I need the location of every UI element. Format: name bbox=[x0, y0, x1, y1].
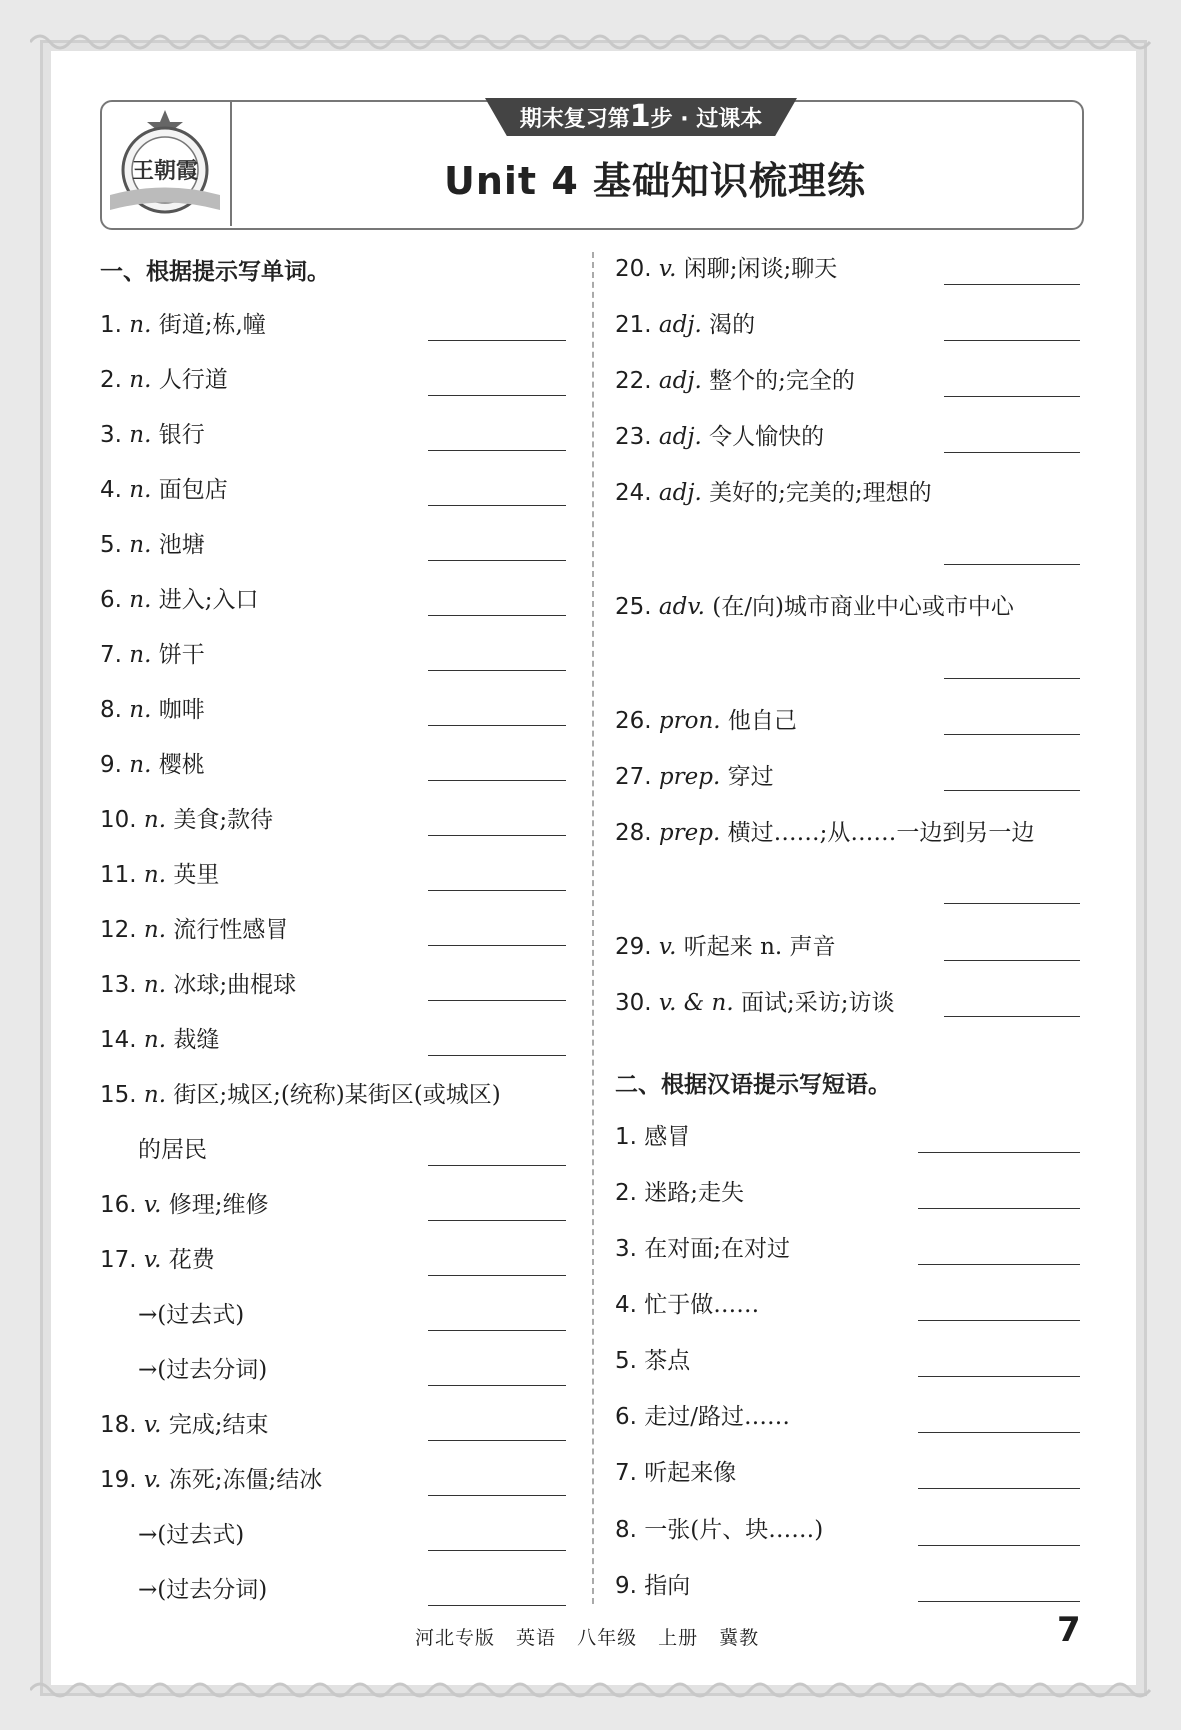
item-hint: 在对面;在对过 bbox=[644, 1236, 791, 1262]
item-number: 1. bbox=[100, 312, 122, 338]
item-number: 5. bbox=[615, 1348, 637, 1374]
answer-blank[interactable] bbox=[428, 1550, 566, 1551]
phrase-item bbox=[615, 1122, 690, 1152]
part-of-speech: v. bbox=[143, 1247, 162, 1273]
word-item bbox=[100, 750, 205, 780]
word-item bbox=[100, 365, 228, 395]
answer-blank[interactable] bbox=[918, 1545, 1080, 1546]
part-of-speech: n. bbox=[143, 807, 167, 833]
item-hint: 修理;维修 bbox=[168, 1192, 269, 1218]
part-of-speech: n. bbox=[129, 477, 152, 503]
item-hint: (在/向)城市商业中心或市中心 bbox=[712, 594, 1014, 620]
item-number: 13. bbox=[100, 972, 137, 998]
answer-blank[interactable] bbox=[944, 903, 1080, 904]
answer-blank[interactable] bbox=[428, 670, 566, 671]
item-hint: →(过去式) bbox=[138, 1522, 245, 1548]
answer-blank[interactable] bbox=[428, 340, 566, 341]
part-of-speech: pron. bbox=[658, 708, 721, 734]
item-number: 23. bbox=[615, 424, 652, 450]
answer-blank[interactable] bbox=[428, 1000, 566, 1001]
item-hint: 听起来 n. 声音 bbox=[683, 934, 836, 960]
answer-blank[interactable] bbox=[944, 284, 1080, 285]
item-number: 11. bbox=[100, 862, 137, 888]
item-number: 12. bbox=[100, 917, 137, 943]
word-item bbox=[100, 805, 273, 835]
part-of-speech: adj. bbox=[658, 312, 702, 338]
item-number: 7. bbox=[100, 642, 122, 668]
item-hint: 进入;入口 bbox=[158, 587, 259, 613]
word-item bbox=[100, 1245, 215, 1275]
item-number: 19. bbox=[100, 1467, 137, 1493]
header-tab-label bbox=[485, 100, 797, 134]
item-hint: →(过去分词) bbox=[138, 1357, 268, 1383]
item-number: 3. bbox=[100, 422, 122, 448]
answer-blank[interactable] bbox=[428, 1385, 566, 1386]
word-item bbox=[138, 1300, 244, 1330]
answer-blank[interactable] bbox=[428, 1605, 566, 1606]
item-number: 3. bbox=[615, 1236, 637, 1262]
part-of-speech: prep. bbox=[658, 764, 721, 790]
item-hint: 樱桃 bbox=[158, 752, 205, 778]
answer-blank[interactable] bbox=[944, 396, 1080, 397]
item-hint: 英里 bbox=[173, 862, 220, 888]
part-of-speech: n. bbox=[143, 862, 167, 888]
part-of-speech: n. bbox=[143, 1027, 167, 1053]
item-number: 16. bbox=[100, 1192, 137, 1218]
word-item bbox=[100, 530, 205, 560]
item-number: 21. bbox=[615, 312, 652, 338]
answer-blank[interactable] bbox=[428, 1495, 566, 1496]
word-item bbox=[615, 706, 797, 736]
item-number: 2. bbox=[100, 367, 122, 393]
part-of-speech: n. bbox=[129, 697, 152, 723]
item-hint: 咖啡 bbox=[158, 697, 205, 723]
word-item bbox=[100, 695, 205, 725]
item-hint: 饼干 bbox=[158, 642, 205, 668]
word-item bbox=[138, 1520, 244, 1550]
item-number: 30. bbox=[615, 990, 652, 1016]
answer-blank[interactable] bbox=[918, 1432, 1080, 1433]
word-item bbox=[100, 1080, 501, 1110]
answer-blank[interactable] bbox=[428, 560, 566, 561]
item-hint: 渴的 bbox=[709, 312, 756, 338]
wavy-border-top bbox=[30, 30, 1151, 54]
answer-blank[interactable] bbox=[428, 505, 566, 506]
item-hint: →(过去分词) bbox=[138, 1577, 268, 1603]
item-hint: 面包店 bbox=[158, 477, 228, 503]
item-hint: 一张(片、块……) bbox=[644, 1517, 824, 1543]
part-of-speech: n. bbox=[129, 422, 152, 448]
part-of-speech: n. bbox=[129, 642, 152, 668]
phrase-item bbox=[615, 1571, 690, 1601]
word-item bbox=[615, 366, 855, 396]
word-item bbox=[615, 988, 895, 1018]
item-hint: 他自己 bbox=[727, 708, 797, 734]
tab-suffix: 步 · 过课本 bbox=[650, 107, 763, 132]
item-hint: 忙于做…… bbox=[644, 1292, 760, 1318]
item-number: 18. bbox=[100, 1412, 137, 1438]
part-of-speech: adj. bbox=[658, 424, 702, 450]
word-item bbox=[615, 478, 932, 508]
phrase-item bbox=[615, 1458, 736, 1488]
part-of-speech: v. bbox=[143, 1412, 162, 1438]
word-item bbox=[100, 1190, 269, 1220]
word-item bbox=[615, 932, 836, 962]
logo-text: 王朝霞 bbox=[131, 158, 199, 184]
word-item bbox=[138, 1355, 267, 1385]
word-item bbox=[138, 1135, 207, 1165]
answer-blank[interactable] bbox=[428, 1330, 566, 1331]
answer-blank[interactable] bbox=[918, 1320, 1080, 1321]
item-number: 1. bbox=[615, 1124, 637, 1150]
answer-blank[interactable] bbox=[428, 1275, 566, 1276]
item-hint: 美食;款待 bbox=[173, 807, 274, 833]
tab-prefix: 期末复习第 bbox=[519, 107, 630, 132]
item-hint: 面试;采访;访谈 bbox=[741, 990, 895, 1016]
part-of-speech: v. & n. bbox=[658, 990, 734, 1016]
word-item bbox=[100, 1025, 219, 1055]
item-hint: 的居民 bbox=[138, 1137, 207, 1163]
item-hint: 走过/路过…… bbox=[644, 1404, 791, 1430]
answer-blank[interactable] bbox=[944, 452, 1080, 453]
publisher-logo bbox=[100, 100, 232, 226]
answer-blank[interactable] bbox=[428, 945, 566, 946]
answer-blank[interactable] bbox=[428, 780, 566, 781]
phrase-item bbox=[615, 1402, 790, 1432]
item-hint: 茶点 bbox=[644, 1348, 691, 1374]
answer-blank[interactable] bbox=[944, 790, 1080, 791]
section1-heading: 一、根据提示写单词。 bbox=[100, 259, 330, 285]
part-of-speech: n. bbox=[143, 1082, 167, 1108]
part-of-speech: v. bbox=[143, 1192, 162, 1218]
item-number: 22. bbox=[615, 368, 652, 394]
footer-text: 河北专版 英语 八年级 上册 冀教 bbox=[415, 1627, 760, 1649]
answer-blank[interactable] bbox=[944, 564, 1080, 565]
section2-heading: 二、根据汉语提示写短语。 bbox=[615, 1072, 891, 1098]
item-number: 5. bbox=[100, 532, 122, 558]
page-title: Unit 4 基础知识梳理练 bbox=[444, 159, 866, 203]
answer-blank[interactable] bbox=[918, 1264, 1080, 1265]
item-number: 15. bbox=[100, 1082, 137, 1108]
answer-blank[interactable] bbox=[428, 835, 566, 836]
item-number: 10. bbox=[100, 807, 137, 833]
column-divider bbox=[592, 252, 594, 1604]
word-item bbox=[100, 420, 205, 450]
word-item bbox=[615, 310, 755, 340]
word-item bbox=[100, 640, 205, 670]
item-hint: 花费 bbox=[168, 1247, 215, 1273]
part-of-speech: n. bbox=[129, 312, 152, 338]
answer-blank[interactable] bbox=[944, 734, 1080, 735]
item-hint: 街道;栋,幢 bbox=[158, 312, 266, 338]
answer-blank[interactable] bbox=[944, 678, 1080, 679]
item-number: 26. bbox=[615, 708, 652, 734]
item-hint: 令人愉快的 bbox=[709, 424, 825, 450]
phrase-item bbox=[615, 1234, 790, 1264]
item-hint: 闲聊;闲谈;聊天 bbox=[683, 256, 838, 282]
item-hint: 冰球;曲棍球 bbox=[173, 972, 297, 998]
answer-blank[interactable] bbox=[428, 395, 566, 396]
answer-blank[interactable] bbox=[918, 1601, 1080, 1602]
part-of-speech: prep. bbox=[658, 820, 721, 846]
item-number: 8. bbox=[615, 1517, 637, 1543]
answer-blank[interactable] bbox=[944, 960, 1080, 961]
item-hint: 裁缝 bbox=[173, 1027, 220, 1053]
item-hint: 横过……;从……一边到另一边 bbox=[727, 820, 1035, 846]
answer-blank[interactable] bbox=[944, 1016, 1080, 1017]
item-hint: 完成;结束 bbox=[168, 1412, 269, 1438]
item-hint: 街区;城区;(统称)某街区(或城区) bbox=[173, 1082, 501, 1108]
item-number: 9. bbox=[615, 1573, 637, 1599]
word-item bbox=[100, 1465, 322, 1495]
item-hint: 穿过 bbox=[727, 764, 774, 790]
word-item bbox=[615, 254, 837, 284]
word-item bbox=[100, 860, 219, 890]
part-of-speech: v. bbox=[658, 256, 677, 282]
item-number: 9. bbox=[100, 752, 122, 778]
item-hint: 整个的;完全的 bbox=[709, 368, 855, 394]
answer-blank[interactable] bbox=[918, 1152, 1080, 1153]
answer-blank[interactable] bbox=[944, 340, 1080, 341]
part-of-speech: n. bbox=[143, 917, 167, 943]
word-item bbox=[100, 585, 258, 615]
part-of-speech: n. bbox=[129, 532, 152, 558]
word-item bbox=[615, 762, 774, 792]
item-number: 8. bbox=[100, 697, 122, 723]
part-of-speech: n. bbox=[143, 972, 167, 998]
phrase-item bbox=[615, 1346, 690, 1376]
answer-blank[interactable] bbox=[428, 450, 566, 451]
answer-blank[interactable] bbox=[918, 1376, 1080, 1377]
answer-blank[interactable] bbox=[428, 615, 566, 616]
wavy-border-bottom bbox=[30, 1678, 1151, 1702]
item-number: 4. bbox=[615, 1292, 637, 1318]
tab-number: 1 bbox=[629, 99, 651, 134]
item-hint: 流行性感冒 bbox=[173, 917, 289, 943]
item-number: 20. bbox=[615, 256, 652, 282]
part-of-speech: adv. bbox=[658, 594, 705, 620]
word-item bbox=[100, 310, 266, 340]
item-number: 28. bbox=[615, 820, 652, 846]
item-number: 6. bbox=[100, 587, 122, 613]
word-item bbox=[100, 970, 296, 1000]
part-of-speech: v. bbox=[658, 934, 677, 960]
word-item bbox=[615, 818, 1034, 848]
page-number: 7 bbox=[1057, 1610, 1081, 1650]
item-hint: 迷路;走失 bbox=[644, 1180, 745, 1206]
answer-blank[interactable] bbox=[428, 1055, 566, 1056]
answer-blank[interactable] bbox=[918, 1208, 1080, 1209]
item-hint: 听起来像 bbox=[644, 1460, 737, 1486]
word-item bbox=[615, 592, 1014, 622]
item-number: 7. bbox=[615, 1460, 637, 1486]
item-number: 17. bbox=[100, 1247, 137, 1273]
item-number: 25. bbox=[615, 594, 652, 620]
word-item bbox=[100, 475, 228, 505]
answer-blank[interactable] bbox=[428, 725, 566, 726]
answer-blank[interactable] bbox=[428, 1440, 566, 1441]
item-hint: 感冒 bbox=[644, 1124, 691, 1150]
item-hint: 银行 bbox=[158, 422, 205, 448]
word-item bbox=[615, 422, 824, 452]
phrase-item bbox=[615, 1515, 823, 1545]
word-item bbox=[100, 1410, 269, 1440]
word-item bbox=[100, 915, 288, 945]
part-of-speech: adj. bbox=[658, 368, 702, 394]
answer-blank[interactable] bbox=[428, 1220, 566, 1221]
item-hint: 人行道 bbox=[158, 367, 228, 393]
part-of-speech: n. bbox=[129, 752, 152, 778]
item-hint: →(过去式) bbox=[138, 1302, 245, 1328]
part-of-speech: n. bbox=[129, 367, 152, 393]
phrase-item bbox=[615, 1290, 759, 1320]
item-number: 2. bbox=[615, 1180, 637, 1206]
part-of-speech: v. bbox=[143, 1467, 162, 1493]
word-item bbox=[138, 1575, 267, 1605]
part-of-speech: n. bbox=[129, 587, 152, 613]
part-of-speech: adj. bbox=[658, 480, 702, 506]
item-number: 6. bbox=[615, 1404, 637, 1430]
answer-blank[interactable] bbox=[918, 1488, 1080, 1489]
item-hint: 冻死;冻僵;结冰 bbox=[168, 1467, 323, 1493]
item-hint: 池塘 bbox=[158, 532, 205, 558]
item-number: 14. bbox=[100, 1027, 137, 1053]
item-hint: 指向 bbox=[644, 1573, 691, 1599]
item-number: 29. bbox=[615, 934, 652, 960]
item-number: 27. bbox=[615, 764, 652, 790]
item-number: 4. bbox=[100, 477, 122, 503]
item-number: 24. bbox=[615, 480, 652, 506]
answer-blank[interactable] bbox=[428, 890, 566, 891]
phrase-item bbox=[615, 1178, 744, 1208]
answer-blank[interactable] bbox=[428, 1165, 566, 1166]
item-hint: 美好的;完美的;理想的 bbox=[709, 480, 932, 506]
